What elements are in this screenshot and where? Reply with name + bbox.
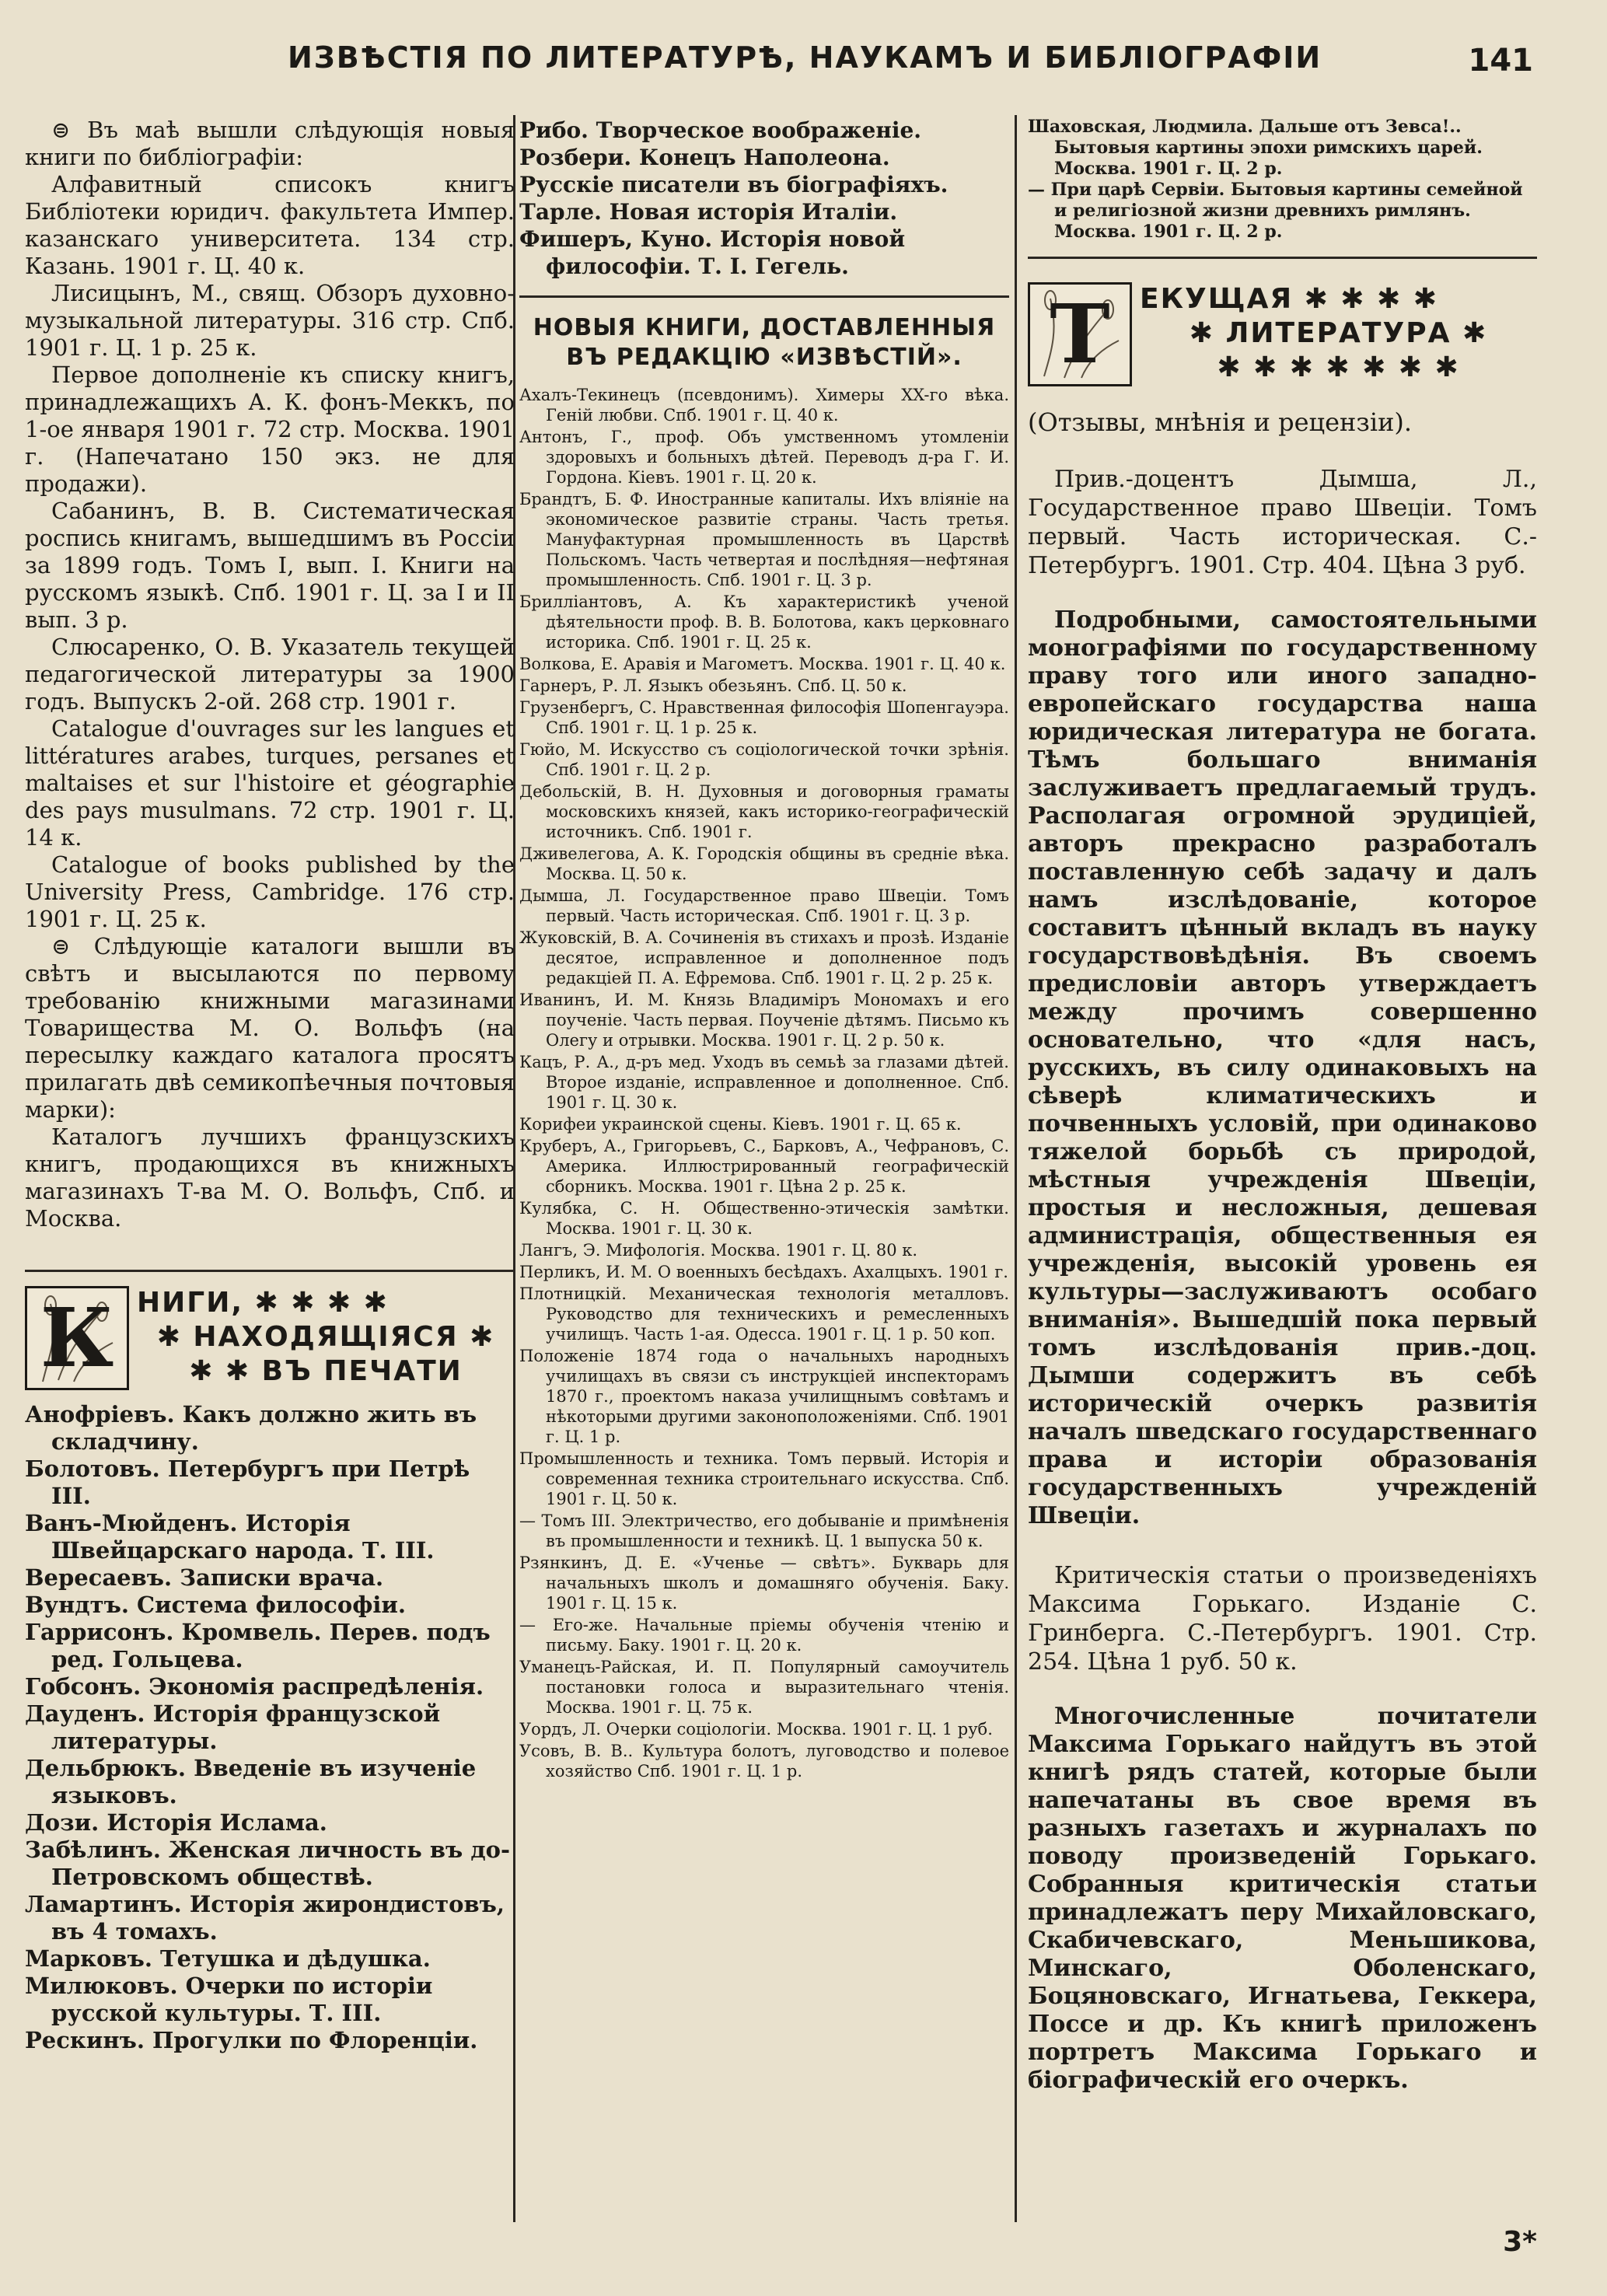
new-book-entry: — Томъ III. Электричество, его добываніе и примѣненія въ промышленности и техникѣ. Ц. 1 выпуска 50 к. bbox=[519, 1511, 1009, 1550]
bibliography-paragraph: Catalogue of books published by the University Press, Cambridge. 176 стр. 1901 г. Ц. 25 к. bbox=[25, 851, 515, 932]
press-list-item: Ламартинъ. Исторія жирондистовъ, въ 4 томахъ. bbox=[25, 1891, 505, 1945]
press-list-item: Дауденъ. Исторія французской литературы. bbox=[25, 1700, 441, 1754]
column-divider-right bbox=[1015, 115, 1017, 2222]
continued-books-list bbox=[519, 117, 1009, 280]
press-list-item: Болотовъ. Петербургъ при Петрѣ III. bbox=[25, 1456, 470, 1509]
press-list-item: Забѣлинъ. Женская личность въ до-Петровскомъ обществѣ. bbox=[25, 1836, 511, 1890]
continued-book-item: Тарле. Новая исторія Италіи. bbox=[519, 199, 898, 225]
new-book-entry: — Его-же. Начальные пріемы обученія чтенію и письму. Баку. 1901 г. Ц. 20 к. bbox=[519, 1616, 1009, 1655]
press-list-item: Рескинъ. Прогулки по Флоренціи. bbox=[25, 2027, 478, 2053]
new-book-entry: Иванинъ, И. М. Князь Владиміръ Мономахъ и его поученіе. Часть первая. Поученіе дѣтямъ. Письмо къ Олегу и отрывки. Москва. 1901 г. Ц. 2 р. 50 к. bbox=[519, 991, 1009, 1050]
signature-mark: 3* bbox=[1503, 2226, 1537, 2258]
bibliography-paragraph: Catalogue d'ouvrages sur les langues et littératures arabes, turques, persanes et maltaises et sur l'histoire et géographie des pays musulmans. 72 стр. 1901 г. Ц. 14 к. bbox=[25, 715, 515, 851]
books-in-press-list bbox=[25, 1401, 515, 2054]
new-book-entry: Гарнеръ, Р. Л. Языкъ обезьянъ. Спб. Ц. 50 к. bbox=[519, 676, 907, 695]
right-column bbox=[1028, 117, 1537, 2126]
page-number: 141 bbox=[1468, 43, 1533, 79]
press-list-item: Дози. Исторія Ислама. bbox=[25, 1809, 327, 1836]
ornamental-initial bbox=[1028, 282, 1132, 386]
new-book-entry: Жуковскій, В. А. Сочиненія въ стихахъ и прозѣ. Изданіе десятое, исправленное и дополненное подъ редакціей П. А. Ефремова. Спб. 1901 г. Ц. 2 р. 25 к. bbox=[519, 928, 1009, 987]
continued-book-item: Русскіе писатели въ біографіяхъ. bbox=[519, 172, 948, 197]
current-lit-subheading: (Отзывы, мнѣнія и рецензіи). bbox=[1028, 407, 1413, 437]
new-book-entry: Плотницкій. Механическая технологія металловъ. Руководство для техническихъ и ремесленныхъ училищъ. Часть 1-ая. Одесса. 1901 г. Ц. 1 р. 50 коп. bbox=[519, 1284, 1009, 1344]
bibliography-paragraph: Сабанинъ, В. В. Систематическая роспись книгамъ, вышедшимъ въ Россіи за 1899 годъ. Томъ I, вып. I. Книги на русскомъ языкѣ. Спб. 1901 г. Ц. за I и II вып. 3 р. bbox=[25, 498, 515, 633]
new-book-entry: Брилліантовъ, А. Къ характеристикѣ ученой дѣятельности проф. В. В. Болотова, какъ церковнаго историка. Спб. 1901 г. Ц. 25 к. bbox=[519, 592, 1009, 652]
new-book-entry: Кулябка, С. Н. Общественно-этическія замѣтки. Москва. 1901 г. Ц. 30 к. bbox=[519, 1199, 1009, 1238]
new-book-entry: Грузенбергъ, С. Нравственная философія Шопенгауэра. Спб. 1901 г. Ц. 1 р. 25 к. bbox=[519, 698, 1009, 737]
ornamental-initial bbox=[25, 1286, 129, 1390]
current-lit-heading-line-1: ЕКУЩАЯ ✱ ✱ ✱ ✱ bbox=[1140, 283, 1438, 315]
press-list-item: Анофріевъ. Какъ должно жить въ складчину. bbox=[25, 1401, 477, 1455]
review-title: Критическія статьи о произведеніяхъ Максима Горькаго. Изданіе С. Гринберга. С.-Петербургъ. 1901. Стр. 254. Цѣна 1 руб. 50 к. bbox=[1028, 1562, 1537, 1676]
press-list-item: Вундтъ. Система философіи. bbox=[25, 1592, 407, 1618]
initial-letter: К bbox=[40, 1290, 114, 1386]
press-heading-line-3: ✱ ✱ ВЪ ПЕЧАТИ bbox=[189, 1355, 463, 1387]
bibliography-paragraph: Каталогъ лучшихъ французскихъ книгъ, продающихся въ книжныхъ магазинахъ Т-ва М. О. Вольфъ, Спб. и Москва. bbox=[25, 1124, 515, 1232]
new-book-entry: Положеніе 1874 года о начальныхъ народныхъ училищахъ въ связи съ инструкціей инспекторамъ 1870 г., проектомъ наказа училищнымъ совѣтамъ и нѣкоторыми другими законоположеніями. Спб. 1901 г. Ц. 1 р. bbox=[519, 1347, 1009, 1446]
press-heading-line-1: НИГИ, ✱ ✱ ✱ ✱ bbox=[137, 1287, 389, 1319]
new-book-entry: Перликъ, И. М. О военныхъ бесѣдахъ. Ахалцыхъ. 1901 г. bbox=[519, 1263, 1008, 1281]
new-book-entry: Рзянкинъ, Д. Е. «Ученье — свѣтъ». Букварь для начальныхъ школъ и домашняго обученія. Баку. 1901 г. Ц. 15 к. bbox=[519, 1553, 1009, 1613]
press-list-item: Милюковъ. Очерки по исторіи русской культуры. Т. III. bbox=[25, 1973, 433, 2026]
new-book-entry: Круберъ, А., Григорьевъ, С., Барковъ, А., Чефрановъ, С. Америка. Иллюстрированный географическій сборникъ. Москва. 1901 г. Цѣна 2 р. 25 к. bbox=[519, 1137, 1009, 1196]
press-heading-line-2: ✱ НАХОДЯЩІЯСЯ ✱ bbox=[156, 1321, 495, 1353]
new-books-list bbox=[519, 385, 1009, 1781]
press-list-item: Дельбрюкъ. Введеніе въ изученіе языковъ. bbox=[25, 1755, 477, 1808]
new-book-entry: Ахалъ-Текинецъ (псевдонимъ). Химеры XX-го вѣка. Геній любви. Спб. 1901 г. Ц. 40 к. bbox=[519, 386, 1009, 425]
new-book-entry: Уманецъ-Райская, И. П. Популярный самоучитель постановки голоса и выразительнаго чтенія. Москва. 1901 г. Ц. 75 к. bbox=[519, 1658, 1009, 1717]
new-books-heading-line-1: НОВЫЯ КНИГИ, ДОСТАВЛЕННЫЯ bbox=[533, 314, 996, 341]
continued-entry: — При царѣ Сервіи. Бытовыя картины семейной и религіозной жизни древнихъ римлянъ. Москва. 1901 г. Ц. 2 р. bbox=[1028, 180, 1523, 242]
page-header-title: ИЗВѢСТІЯ ПО ЛИТЕРАТУРѢ, НАУКАМЪ И БИБЛІОГРАФІИ bbox=[288, 40, 1322, 75]
press-list-item: Вересаевъ. Записки врача. bbox=[25, 1564, 384, 1591]
review-body: Подробными, самостоятельными монографіями по государственному праву того или иного западно-европейскаго государства наша юридическая литература не богата. Тѣмъ большаго вниманія заслуживаетъ предлагаемый трудъ. Располагая огромной эрудиціей, авторъ прекрасно разработалъ поставленную себѣ задачу и далъ намъ изслѣдованіе, которое составитъ цѣнный вкладъ въ науку государствовѣдѣнія. Въ своемъ предисловіи авторъ утверждаетъ между прочимъ совершенно основательно, что «для насъ, русскихъ, въ силу одинаковыхъ на сѣверѣ климатическихъ и почвенныхъ условій, при одинаково тяжелой борьбѣ съ природой, мѣстныя учрежденія Швеціи, простыя и несложныя, дешевая администрація, общественныя ея учрежденія, высокій уровень ея культуры—заслуживаютъ особаго вниманія». Вышедшій пока первый томъ изслѣдованія прив.-доц. Дымши содержитъ въ себѣ историческій очеркъ развитія началъ шведскаго государственнаго права и исторіи образованія государственныхъ учрежденій Швеціи. bbox=[1028, 606, 1537, 1529]
continued-entry: Шаховская, Людмила. Дальше отъ Зевса!.. Бытовыя картины эпохи римскихъ царей. Москва. 1901 г. Ц. 2 р. bbox=[1028, 117, 1483, 179]
left-column bbox=[25, 117, 515, 2054]
new-book-entry: Гюйо, М. Искусство съ соціологической точки зрѣнія. Спб. 1901 г. Ц. 2 р. bbox=[519, 740, 1009, 779]
section-rule bbox=[1028, 257, 1537, 259]
bibliography-paragraph: Лисицынъ, М., свящ. Обзоръ духовно-музыкальной литературы. 316 стр. Спб. 1901 г. Ц. 1 р. 25 к. bbox=[25, 280, 515, 361]
bibliography-paragraph: Алфавитный списокъ книгъ Библіотеки юридич. факультета Импер. казанскаго университета. 134 стр. Казань. 1901 г. Ц. 40 к. bbox=[25, 171, 515, 279]
bibliography-paragraph: Первое дополненіе къ списку книгъ, принадлежащихъ А. К. фонъ-Меккъ, по 1-ое января 1901 г. 72 стр. Москва. 1901 г. (Напечатано 150 экз. не для продажи). bbox=[25, 362, 515, 497]
new-book-entry: Волкова, Е. Аравія и Магометъ. Москва. 1901 г. Ц. 40 к. bbox=[519, 655, 1006, 673]
section-rule bbox=[519, 295, 1009, 298]
current-literature-heading bbox=[1028, 282, 1537, 386]
review bbox=[1028, 1561, 1537, 2095]
bibliography-paragraph: ⊜ Въ маѣ вышли слѣдующія новыя книги по библіографіи: bbox=[25, 117, 515, 170]
new-books-heading-line-2: ВЪ РЕДАКЦІЮ «ИЗВѢСТІЙ». bbox=[566, 344, 962, 371]
middle-column bbox=[519, 117, 1009, 1783]
bibliography-paragraph: ⊜ Слѣдующіе каталоги вышли въ свѣтъ и высылаются по первому требованію книжными магазинами Товарищества М. О. Вольфъ (на пересылку каждаго каталога просятъ прилагать двѣ семикопѣечныя почтовыя марки): bbox=[25, 933, 515, 1123]
bibliography-paragraph: Слюсаренко, О. В. Указатель текущей педагогической литературы за 1900 годъ. Выпускъ 2-ой. 268 стр. 1901 г. bbox=[25, 634, 515, 715]
new-book-entry: Дебольскій, В. Н. Духовныя и договорныя граматы московскихъ князей, какъ историко-географическій источникъ. Спб. 1901 г. bbox=[519, 782, 1009, 841]
press-list-item: Ванъ-Мюйденъ. Исторія Швейцарскаго народа. Т. III. bbox=[25, 1510, 435, 1564]
new-book-entry: Лангъ, Э. Мифологія. Москва. 1901 г. Ц. 80 к. bbox=[519, 1241, 918, 1260]
press-list-item: Гаррисонъ. Кромвель. Перев. подъ ред. Гольцева. bbox=[25, 1619, 491, 1672]
new-book-entry: Брандтъ, Б. Ф. Иностранные капиталы. Ихъ вліяніе на экономическое развитіе страны. Часть третья. Мануфактурная промышленность въ Царствѣ Польскомъ. Часть четвертая и послѣдняя—нефтяная промышленность. Спб. 1901 г. Ц. 3 р. bbox=[519, 490, 1009, 589]
current-lit-heading-line-3: ✱ ✱ ✱ ✱ ✱ ✱ ✱ bbox=[1217, 351, 1460, 383]
review-body: Многочисленные почитатели Максима Горькаго найдутъ въ этой книгѣ рядъ статей, которые были напечатаны въ свое время въ разныхъ газетахъ и журналахъ по поводу произведеній Горькаго. Собранныя критическія статьи принадлежатъ перу Михайловскаго, Скабичевскаго, Меньшикова, Минскаго, Оболенскаго, Боцяновскаго, Игнатьева, Геккера, Поссе и др. Къ книгѣ приложенъ портретъ Максима Горькаго и біографическій его очеркъ. bbox=[1028, 1703, 1537, 2094]
press-list-item: Гобсонъ. Экономія распредѣленія. bbox=[25, 1673, 484, 1700]
press-list-item: Марковъ. Тетушка и дѣдушка. bbox=[25, 1945, 431, 1972]
new-book-entry: Усовъ, В. В.. Культура болотъ, луговодство и полевое хозяйство Спб. 1901 г. Ц. 1 р. bbox=[519, 1742, 1009, 1781]
new-book-entry: Кацъ, Р. А., д-ръ мед. Уходъ въ семьѣ за глазами дѣтей. Второе изданіе, исправленное и дополненное. Спб. 1901 г. Ц. 30 к. bbox=[519, 1053, 1009, 1112]
new-book-entry: Уордъ, Л. Очерки соціологіи. Москва. 1901 г. Ц. 1 руб. bbox=[519, 1720, 993, 1739]
new-book-entry: Корифеи украинской сцены. Кіевъ. 1901 г. Ц. 65 к. bbox=[519, 1115, 962, 1134]
continued-book-item: Розбери. Конецъ Наполеона. bbox=[519, 145, 890, 170]
review-title: Прив.-доцентъ Дымша, Л., Государственное право Швеціи. Томъ первый. Часть историческая. С.-Петербургъ. 1901. Стр. 404. Цѣна 3 руб. bbox=[1028, 466, 1537, 579]
continued-book-item: Фишеръ, Куно. Исторія новой философіи. Т. I. Гегель. bbox=[519, 226, 906, 279]
new-book-entry: Дымша, Л. Государственное право Швеціи. Томъ первый. Часть историческая. Спб. 1901 г. Ц. 3 р. bbox=[519, 886, 1009, 925]
new-book-entry: Антонъ, Г., проф. Объ умственномъ утомленіи здоровыхъ и больныхъ дѣтей. Переводъ д-ра Г. И. Гордона. Кіевъ. 1901 г. Ц. 20 к. bbox=[519, 428, 1009, 487]
continued-book-item: Рибо. Творческое воображеніе. bbox=[519, 117, 922, 143]
initial-letter: Т bbox=[1050, 286, 1110, 382]
section-rule bbox=[25, 1270, 515, 1272]
reviews-list bbox=[1028, 465, 1537, 2095]
continued-entries bbox=[1028, 117, 1537, 243]
bibliography-paragraphs bbox=[25, 117, 515, 1232]
press-heading bbox=[25, 1286, 515, 1390]
new-book-entry: Дживелегова, А. К. Городскія общины въ средніе вѣка. Москва. Ц. 50 к. bbox=[519, 844, 1009, 883]
review bbox=[1028, 465, 1537, 1530]
current-lit-heading-line-2: ✱ ЛИТЕРАТУРА ✱ bbox=[1189, 317, 1488, 349]
new-book-entry: Промышленность и техника. Томъ первый. Исторія и современная техника строительнаго искусства. Спб. 1901 г. Ц. 50 к. bbox=[519, 1449, 1009, 1508]
